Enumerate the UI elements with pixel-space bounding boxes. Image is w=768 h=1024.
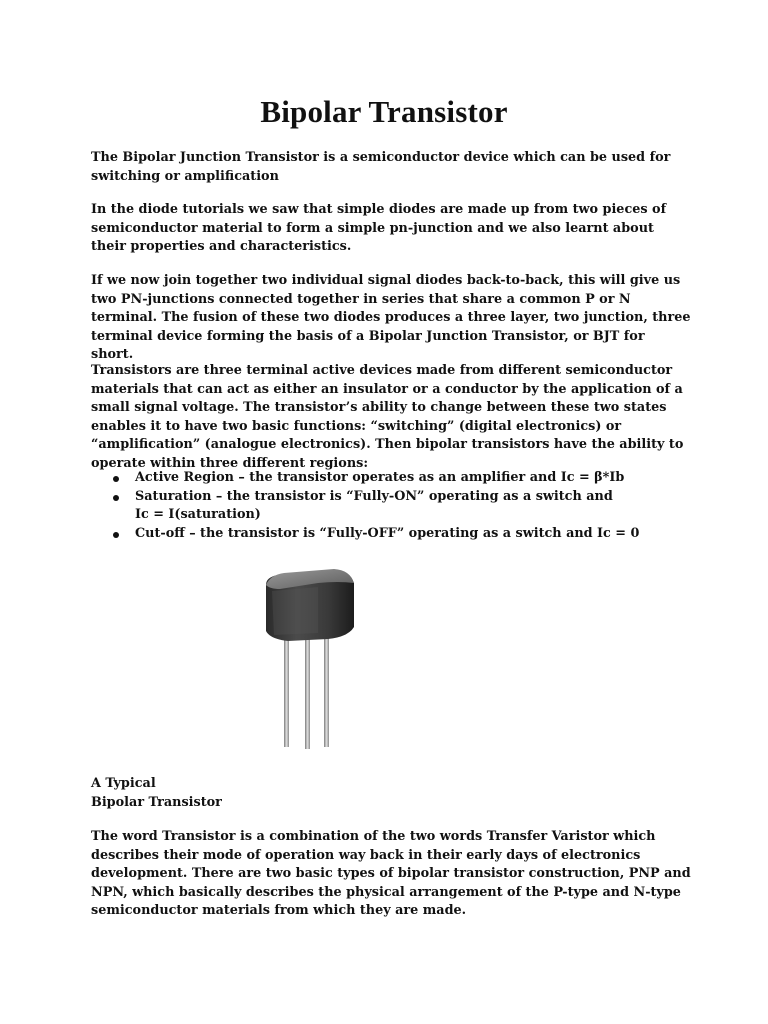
caption-line: Bipolar Transistor (91, 794, 222, 810)
closing-paragraph: The word Transistor is a combination of the two words Transfer Varistor which describes their mode of operation way back in their early days of electronics development. There are two basic types of bipolar transistor construction, PNP and NPN, which basically describes the physical arrangement of the P-type and N-type semiconductor materials from which they are made. (91, 829, 691, 919)
regions-intro-paragraph: Transistors are three terminal active devices made from different semiconductor materials that can act as either an insulator or a conductor by the application of a small signal voltage. The transistor’s ability to change between these two states enables it to have two basic functions: “switching” (digital electronics) or “amplification” (analogue electronics). Then bipolar transistors have the ability to operate within three different regions: (91, 363, 684, 471)
junction-paragraph: If we now join together two individual signal diodes back-to-back, this will give us two PN-junctions connected together in series that share a common P or N terminal. The fusion of these two diodes produces a three layer, two junction, three terminal device forming the basis of a Bipolar Junction Transistor, or BJT for short. (91, 273, 691, 363)
region-saturation-text: Saturation – the transistor is “Fully-ON” operating as a switch and (135, 488, 613, 504)
page-title: Bipolar Transistor (260, 94, 508, 129)
intro-paragraph: The Bipolar Junction Transistor is a semiconductor device which can be used for switching or amplification (91, 150, 671, 184)
region-cutoff-text: Cut-off – the transistor is “Fully-OFF” operating as a switch and Ic = 0 (135, 525, 640, 541)
caption-line: A Typical (91, 776, 156, 791)
figure-caption (91, 775, 222, 812)
regions-list (91, 469, 691, 543)
bullet-icon (113, 532, 119, 538)
region-active-text: Active Region – the transistor operates as an amplifier and Ic = β*Ib (135, 470, 625, 485)
bullet-icon (113, 495, 119, 501)
diode-paragraph: In the diode tutorials we saw that simple diodes are made up from two pieces of semiconductor material to form a simple pn-junction and we also learnt about their properties and characteristics. (91, 202, 667, 255)
list-item (91, 525, 691, 544)
list-item (91, 488, 691, 525)
region-saturation-continuation: Ic = I(saturation) (135, 507, 261, 523)
bullet-icon (113, 476, 119, 482)
transistor-photo (258, 567, 368, 752)
list-item (91, 469, 691, 488)
